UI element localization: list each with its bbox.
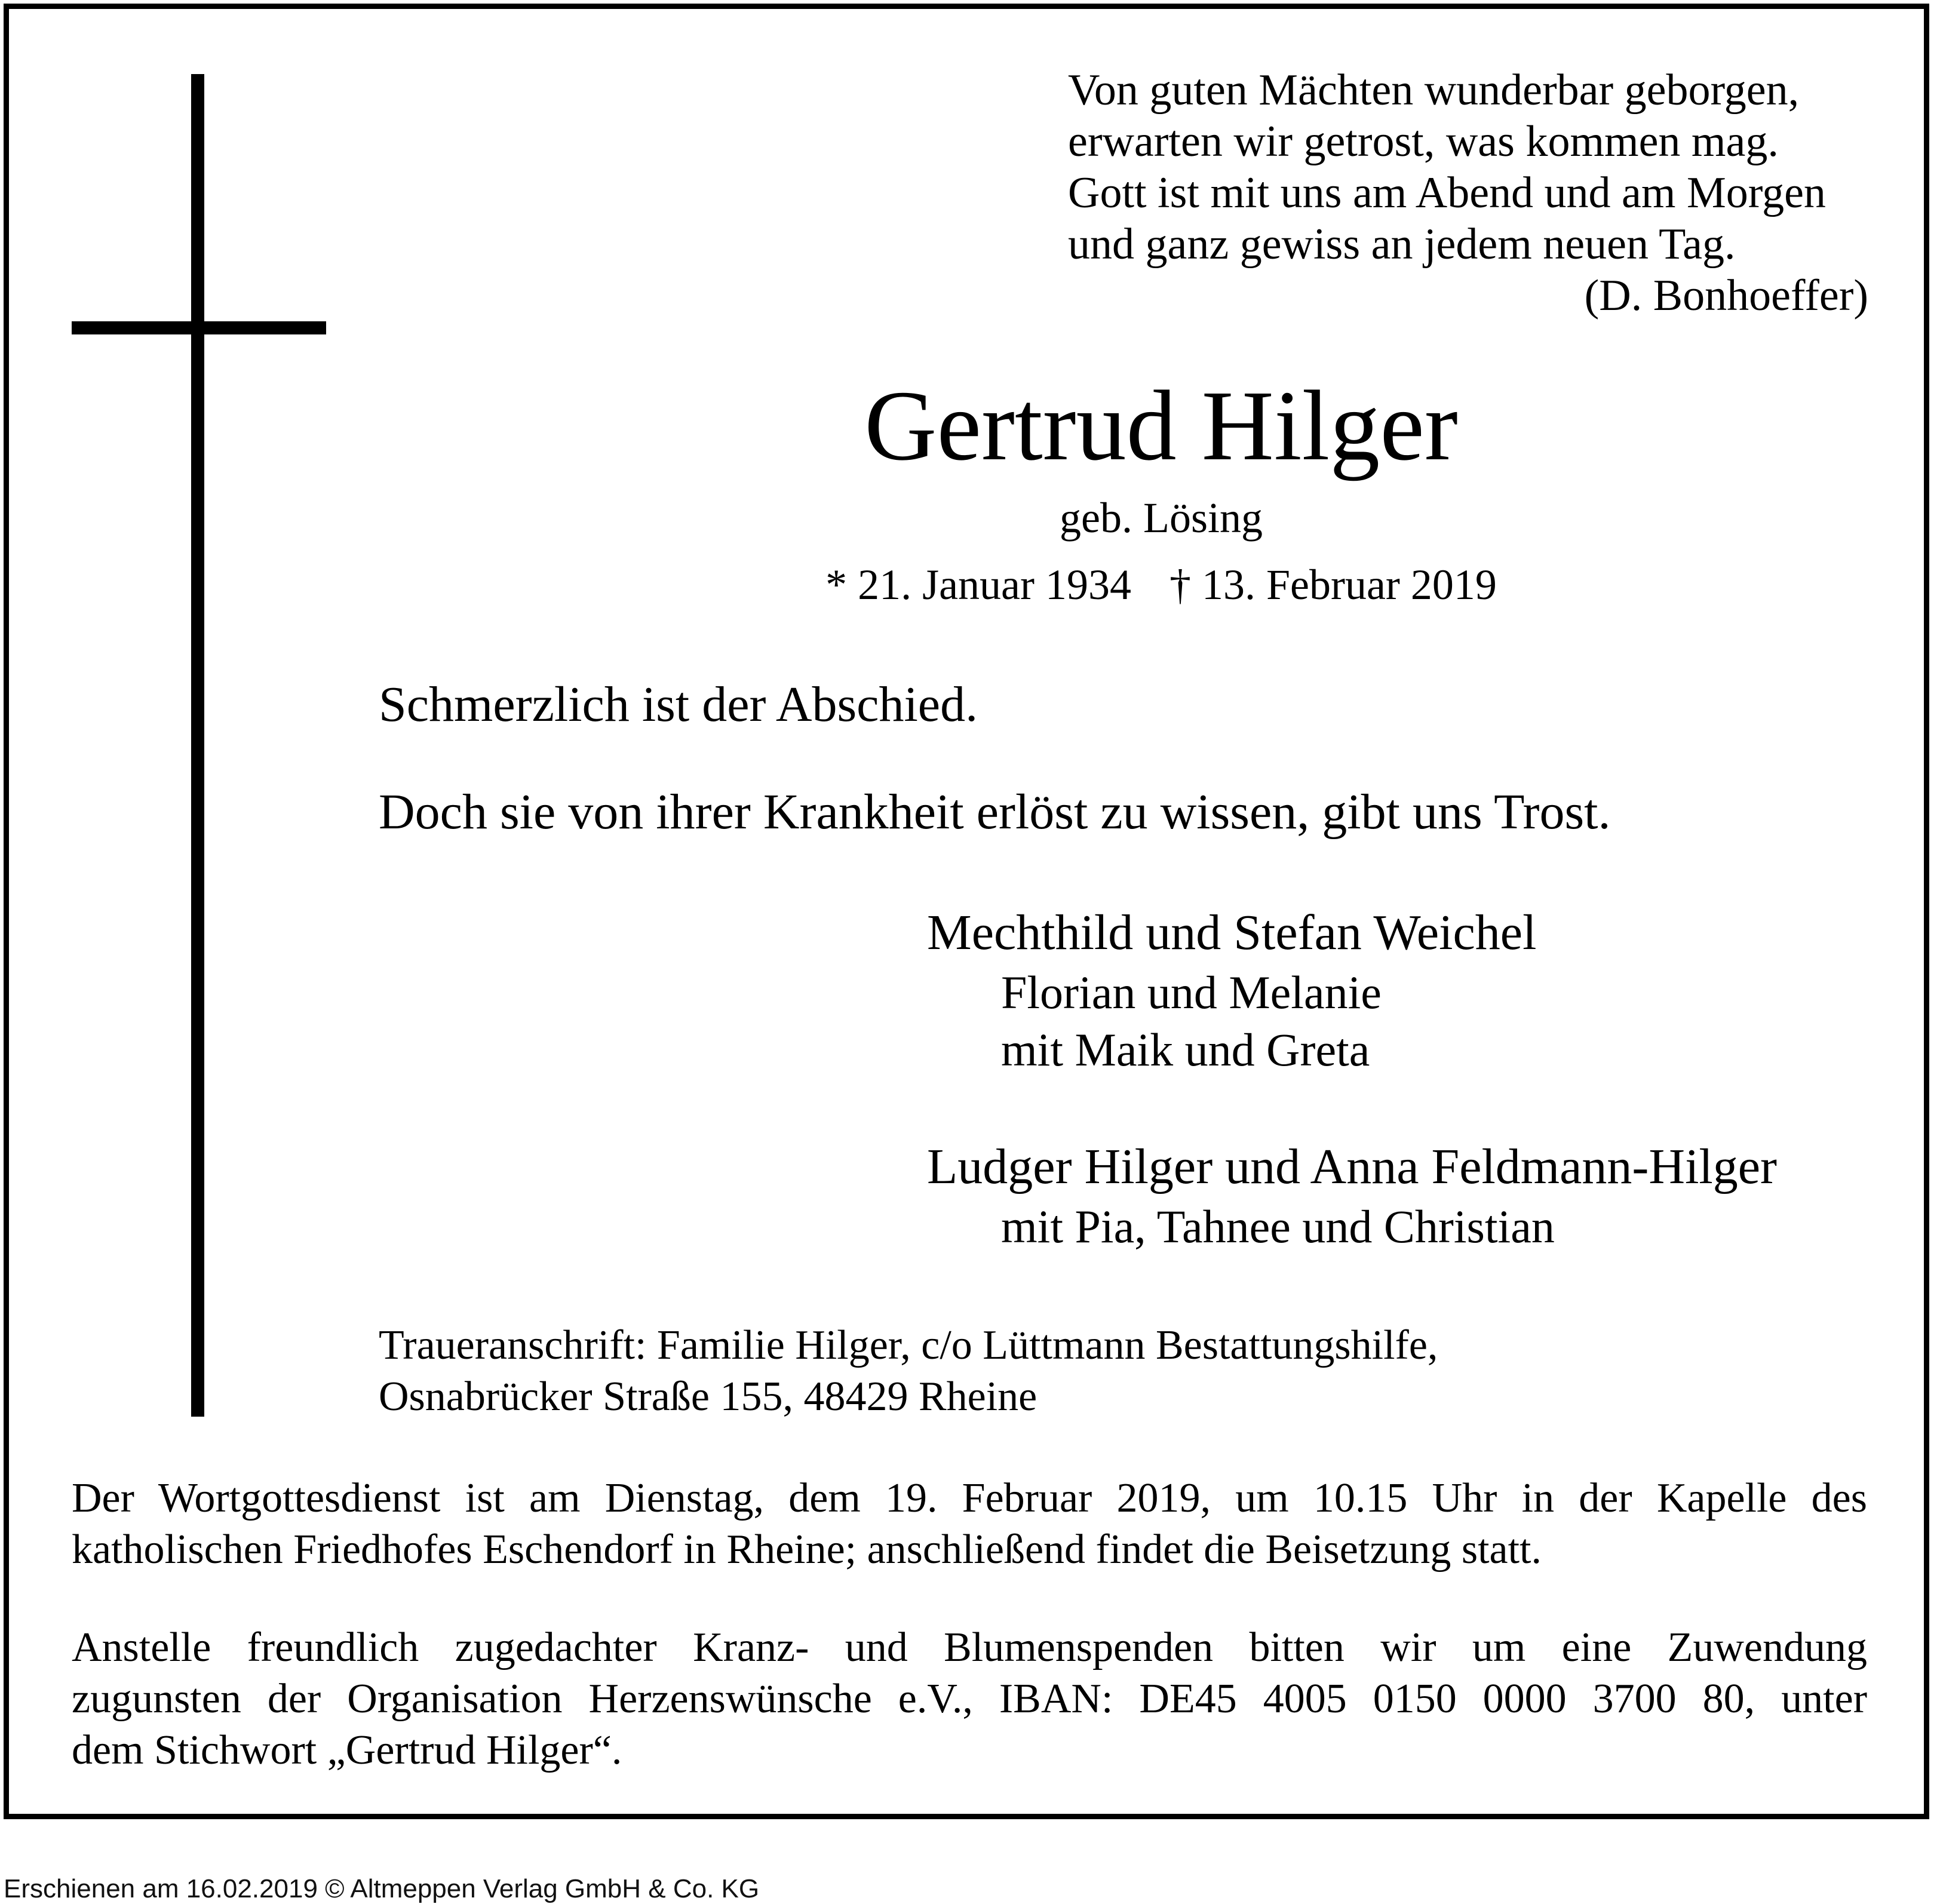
motto-line: erwarten wir getrost, was kommen mag. (1068, 117, 1779, 166)
publication-footer: Erschienen am 16.02.2019 © Altmeppen Verlag GmbH & Co. KG (4, 1874, 760, 1903)
family-head: Mechthild und Stefan Weichel (927, 905, 1537, 960)
service-notice (72, 1473, 1867, 1576)
motto-line: und ganz gewiss an jedem neuen Tag. (1068, 220, 1736, 269)
address-line: Traueranschrift: Familie Hilger, c/o Lüttmann Bestattungshilfe, (379, 1322, 1438, 1368)
motto-line: Von guten Mächten wunderbar geborgen, (1068, 66, 1800, 115)
motto-author: (D. Bonhoeffer) (1584, 271, 1868, 320)
donation-notice (72, 1622, 1867, 1776)
donation-line: Anstelle freundlich zugedachter Kranz- und Blumenspenden bitten wir um eine Zuwendung (72, 1624, 1867, 1670)
family-head: Ludger Hilger und Anna Feldmann-Hilger (927, 1139, 1777, 1194)
mourning-address (379, 1320, 1438, 1423)
donation-line: dem Stichwort „Gertrud Hilger“. (72, 1727, 622, 1773)
service-line: katholischen Friedhofes Eschendorf in Rheine; anschließend findet die Beisetzung statt. (72, 1527, 1542, 1573)
cross-icon-vertical-bar (191, 74, 204, 1417)
mourners-list (927, 902, 1777, 1255)
consolation-message: Doch sie von ihrer Krankheit erlöst zu wissen, gibt uns Trost. (379, 784, 1611, 840)
birth-date: * 21. Januar 1934 (825, 561, 1131, 609)
service-line: Der Wortgottesdienst ist am Dienstag, dem 19. Februar 2019, um 10.15 Uhr in der Kapelle des (72, 1475, 1867, 1521)
farewell-message: Schmerzlich ist der Abschied. (379, 677, 978, 732)
deceased-birth-name: geb. Lösing (1060, 494, 1263, 542)
family-member: mit Maik und Greta (1001, 1024, 1370, 1076)
address-line: Osnabrücker Straße 155, 48429 Rheine (379, 1374, 1037, 1420)
deceased-name: Gertrud Hilger (864, 370, 1458, 481)
family-member: mit Pia, Tahnee und Christian (1001, 1200, 1555, 1252)
motto-quote (1068, 65, 1868, 321)
death-date: † 13. Februar 2019 (1169, 561, 1497, 609)
family-member: Florian und Melanie (1001, 966, 1382, 1018)
donation-line: zugunsten der Organisation Herzenswünsche e.V., IBAN: DE45 4005 0150 0000 3700 80, unter (72, 1676, 1867, 1722)
motto-line: Gott ist mit uns am Abend und am Morgen (1068, 168, 1826, 217)
life-dates (0, 558, 1940, 612)
cross-icon-horizontal-bar (72, 321, 326, 334)
